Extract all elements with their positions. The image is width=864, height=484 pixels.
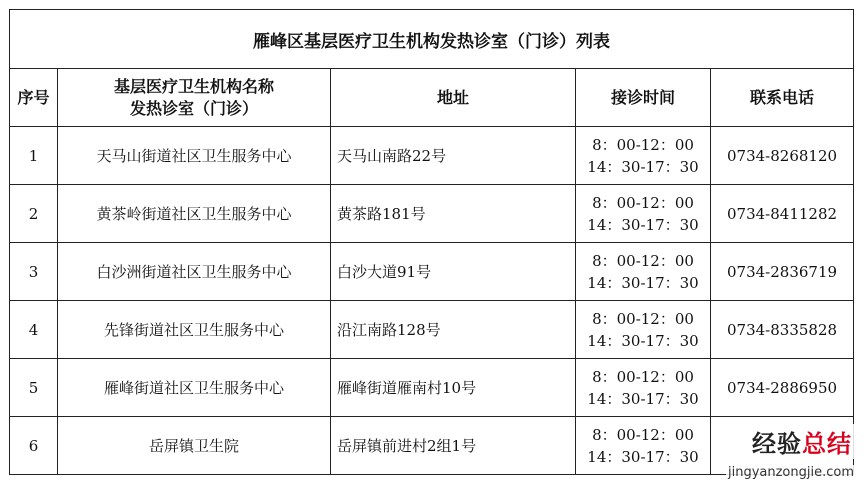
address: 黄茶路181号 <box>331 185 576 243</box>
row-number: 4 <box>10 301 58 359</box>
hours <box>576 359 711 417</box>
table-row <box>10 127 854 185</box>
row-number: 3 <box>10 243 58 301</box>
header-phone: 联系电话 <box>711 69 854 127</box>
hours <box>576 185 711 243</box>
row-number: 2 <box>10 185 58 243</box>
hours-afternoon: 14：30-17：30 <box>587 273 699 292</box>
title-row <box>10 10 854 69</box>
address: 天马山南路22号 <box>331 127 576 185</box>
phone: 0734-2886950 <box>711 359 854 417</box>
table-row <box>10 185 854 243</box>
address: 沿江南路128号 <box>331 301 576 359</box>
hours-morning: 8：00-12：00 <box>592 367 694 386</box>
row-number: 5 <box>10 359 58 417</box>
phone: 0734-2836719 <box>711 243 854 301</box>
hours <box>576 417 711 475</box>
header-row <box>10 69 854 127</box>
header-address: 地址 <box>331 69 576 127</box>
row-number: 1 <box>10 127 58 185</box>
row-number: 6 <box>10 417 58 475</box>
address: 白沙大道91号 <box>331 243 576 301</box>
hours-afternoon: 14：30-17：30 <box>587 389 699 408</box>
table-row <box>10 359 854 417</box>
address: 岳屏镇前进村2组1号 <box>331 417 576 475</box>
hours-afternoon: 14：30-17：30 <box>587 157 699 176</box>
header-name-line1: 基层医疗卫生机构名称 <box>113 76 274 96</box>
watermark <box>718 424 858 480</box>
phone: 0734-8411282 <box>711 185 854 243</box>
institution-name: 白沙洲街道社区卫生服务中心 <box>58 243 331 301</box>
hours <box>576 301 711 359</box>
phone: 0734-8335828 <box>711 301 854 359</box>
phone: 0734-8268120 <box>711 127 854 185</box>
hours-morning: 8：00-12：00 <box>592 425 694 444</box>
hours-morning: 8：00-12：00 <box>592 135 694 154</box>
hours-afternoon: 14：30-17：30 <box>587 331 699 350</box>
hours-morning: 8：00-12：00 <box>592 251 694 270</box>
hours <box>576 243 711 301</box>
header-name <box>58 69 331 127</box>
hours <box>576 127 711 185</box>
institution-name: 岳屏镇卫生院 <box>58 417 331 475</box>
clinic-table <box>9 9 854 475</box>
hours-afternoon: 14：30-17：30 <box>587 215 699 234</box>
watermark-logo <box>750 424 854 459</box>
hours-morning: 8：00-12：00 <box>592 309 694 328</box>
header-name-line2: 发热诊室（门诊） <box>129 98 258 118</box>
watermark-text-accent: 总结 <box>802 430 852 458</box>
hours-morning: 8：00-12：00 <box>592 193 694 212</box>
hours-afternoon: 14：30-17：30 <box>587 447 699 466</box>
institution-name: 雁峰街道社区卫生服务中心 <box>58 359 331 417</box>
watermark-text-main: 经验 <box>752 430 802 458</box>
institution-name: 天马山街道社区卫生服务中心 <box>58 127 331 185</box>
watermark-url: jingyanzongjie.com <box>727 465 854 480</box>
table-row <box>10 301 854 359</box>
table-row <box>10 243 854 301</box>
header-num: 序号 <box>10 69 58 127</box>
header-hours: 接诊时间 <box>576 69 711 127</box>
institution-name: 先锋街道社区卫生服务中心 <box>58 301 331 359</box>
address: 雁峰街道雁南村10号 <box>331 359 576 417</box>
table-title: 雁峰区基层医疗卫生机构发热诊室（门诊）列表 <box>10 10 854 69</box>
institution-name: 黄茶岭街道社区卫生服务中心 <box>58 185 331 243</box>
